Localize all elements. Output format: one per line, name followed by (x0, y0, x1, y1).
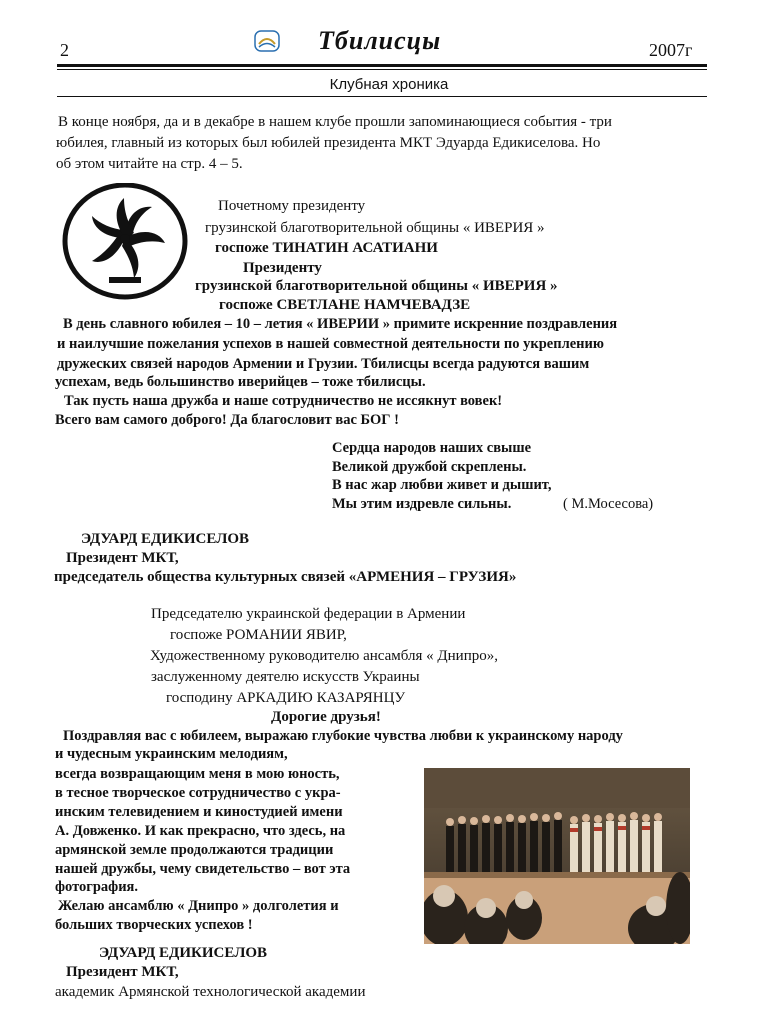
letter-line: армянской земле продолжаются традиции (55, 842, 334, 858)
poem-author: ( М.Мосесова) (563, 496, 654, 512)
letter-line: успехам, ведь большинство иверийцев – тоже тбилисцы. (55, 374, 426, 390)
letter-line: Поздравляя вас с юбилеем, выражаю глубокие чувства любви к украинскому народу (63, 728, 623, 744)
letter-line: Так пусть наша дружба и наше сотрудничество не иссякнут вовек! (64, 393, 503, 409)
text-line: В конце ноября, да и в декабре в нашем клубе прошли запоминающиеся события - три (58, 114, 612, 130)
section-rule (57, 96, 707, 97)
address-line: Председателю украинской федерации в Армении (151, 606, 466, 622)
signature-title: Президент МКТ, (66, 550, 179, 566)
letter-line: нашей дружбы, чему свидетельство – вот эта (55, 861, 351, 877)
address-line: госпоже СВЕТЛАНЕ НАМЧЕВАДЗЕ (219, 297, 471, 313)
text-line: об этом читайте на стр. 4 – 5. (56, 156, 243, 172)
letter-line: в тесное творческое сотрудничество с укра- (55, 785, 341, 801)
signature-title: председатель общества культурных связей «АРМЕНИЯ – ГРУЗИЯ» (54, 569, 517, 585)
letter-line: всегда возвращающим меня в мою юность, (55, 766, 340, 782)
address-line: госпоже РОМАНИИ ЯВИР, (170, 627, 347, 643)
signature-title: Президент МКТ, (66, 964, 179, 980)
poem-line: Сердца народов наших свыше (332, 440, 532, 456)
signature-title: академик Армянской технологической академии (55, 984, 366, 1000)
address-line: Президенту (243, 260, 322, 276)
page-number: 2 (60, 40, 69, 60)
poem-line: Мы этим издревле сильны. (332, 496, 512, 512)
signature-name: ЭДУАРД ЕДИКИСЕЛОВ (99, 945, 268, 961)
poem-line: В нас жар любви живет и дышит, (332, 477, 552, 493)
address-line: госпоже ТИНАТИН АСАТИАНИ (215, 240, 438, 256)
greeting: Дорогие друзья! (271, 709, 381, 725)
address-line: Почетному президенту (218, 198, 366, 214)
letter-line: больших творческих успехов ! (55, 917, 253, 933)
letter-line: инским телевидением и киностудией имени (55, 804, 343, 820)
address-line: грузинской благотворительной общины « ИВЕРИЯ » (195, 278, 558, 294)
section-title: Клубная хроника (329, 76, 449, 93)
ensemble-photo (424, 768, 690, 944)
issue-year: 2007г (649, 40, 693, 60)
address-line: Художественному руководителю ансамбля « Днипро», (150, 648, 498, 664)
address-line: господину АРКАДИЮ КАЗАРЯНЦУ (166, 690, 406, 706)
letter-line: дружеских связей народов Армении и Грузии. Тбилисцы всегда радуются вашим (57, 356, 590, 372)
letter-line: Желаю ансамблю « Днипро » долголетия и (58, 898, 339, 914)
address-line: грузинской благотворительной общины « ИВЕРИЯ » (205, 220, 545, 236)
letter-line: А. Довженко. И как прекрасно, что здесь, на (55, 823, 346, 839)
address-line: заслуженному деятелю искусств Украины (151, 669, 420, 685)
letter-line: и наилучшие пожелания успехов в нашей совместной деятельности по укреплению (57, 336, 604, 352)
header-rule-thin (57, 69, 707, 70)
letter-line: Всего вам самого доброго! Да благословит вас БОГ ! (55, 412, 399, 428)
text-line: юбилея, главный из которых был юбилей президента МКТ Эдуарда Едикиселова. Но (56, 135, 601, 151)
iveria-emblem-icon (62, 183, 188, 301)
letter-line: фотография. (55, 879, 139, 895)
signature-name: ЭДУАРД ЕДИКИСЕЛОВ (81, 531, 250, 547)
letter-line: и чудесным украинским мелодиям, (55, 746, 288, 762)
poem-line: Великой дружбой скреплены. (332, 459, 527, 475)
masthead-title: Тбилисцы (318, 26, 442, 55)
header-rule-thick (57, 64, 707, 67)
masthead-logo-icon (254, 30, 280, 52)
letter-line: В день славного юбилея – 10 – летия « ИВЕРИИ » примите искренние поздравления (63, 316, 618, 332)
